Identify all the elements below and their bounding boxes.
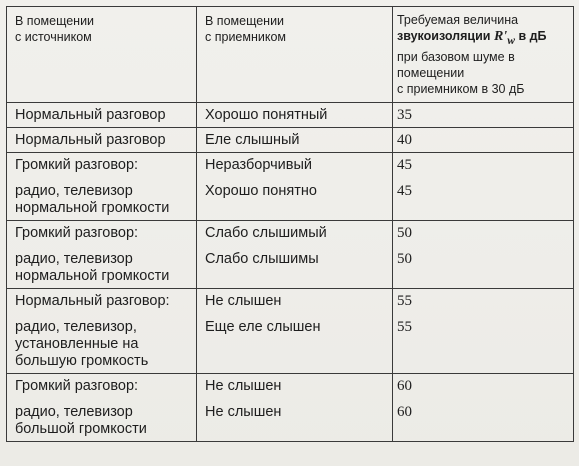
table-row bbox=[7, 288, 574, 373]
receiver-cell bbox=[197, 373, 393, 441]
table-row bbox=[7, 127, 574, 152]
source-cell bbox=[7, 220, 197, 288]
receiver-cell bbox=[197, 127, 393, 152]
source-cell bbox=[7, 102, 197, 127]
insulation-value: 45 bbox=[397, 182, 412, 199]
source-text: нормальной громкости bbox=[15, 267, 170, 284]
table-header-row bbox=[7, 7, 574, 103]
source-text: радио, телевизор, bbox=[15, 318, 137, 335]
source-text: большой громкости bbox=[15, 420, 147, 437]
source-entry bbox=[15, 404, 190, 438]
receiver-text: Не слышен bbox=[205, 403, 282, 420]
insulation-value: 35 bbox=[397, 106, 412, 123]
source-cell bbox=[7, 152, 197, 220]
receiver-cell bbox=[197, 288, 393, 373]
sound-insulation-table bbox=[6, 6, 574, 442]
receiver-text: Хорошо понятный bbox=[205, 106, 328, 123]
insulation-value: 45 bbox=[397, 156, 412, 173]
insulation-value: 50 bbox=[397, 224, 412, 241]
insulation-value: 60 bbox=[397, 403, 412, 420]
source-cell bbox=[7, 288, 197, 373]
source-entry bbox=[15, 225, 190, 242]
source-cell bbox=[7, 373, 197, 441]
source-text: установленные на bbox=[15, 335, 139, 352]
header-source-room: В помещении с источником bbox=[7, 7, 197, 103]
receiver-text: Неразборчивый bbox=[205, 156, 312, 173]
source-text: Нормальный разговор: bbox=[15, 292, 170, 309]
source-text: радио, телевизор bbox=[15, 403, 133, 420]
receiver-text: Еще еле слышен bbox=[205, 318, 321, 335]
source-entry bbox=[15, 251, 190, 285]
insulation-value: 55 bbox=[397, 292, 412, 309]
insulation-value-cell bbox=[393, 127, 574, 152]
table-row bbox=[7, 373, 574, 441]
source-entry bbox=[15, 132, 190, 149]
source-entry bbox=[15, 319, 190, 370]
receiver-cell bbox=[197, 102, 393, 127]
source-entry bbox=[15, 378, 190, 395]
source-text: большую громкость bbox=[15, 352, 149, 369]
receiver-text: Не слышен bbox=[205, 292, 282, 309]
receiver-text: Не слышен bbox=[205, 377, 282, 394]
source-text: радио, телевизор bbox=[15, 250, 133, 267]
source-text: радио, телевизор bbox=[15, 182, 133, 199]
source-text: Громкий разговор: bbox=[15, 156, 139, 173]
table-row bbox=[7, 102, 574, 127]
header-required-insulation: Требуемая величина звукоизоляции $R'_w$ в дБ при базовом шуме в помещении с приемником в 30 дБ bbox=[393, 7, 574, 103]
insulation-value-cell bbox=[393, 102, 574, 127]
insulation-value-cell bbox=[393, 220, 574, 288]
insulation-value-cell bbox=[393, 373, 574, 441]
source-entry bbox=[15, 107, 190, 124]
source-entry bbox=[15, 157, 190, 174]
insulation-value-cell bbox=[393, 152, 574, 220]
source-text: нормальной громкости bbox=[15, 199, 170, 216]
insulation-value: 55 bbox=[397, 318, 412, 335]
table-body bbox=[7, 102, 574, 441]
insulation-value: 40 bbox=[397, 131, 412, 148]
receiver-text: Слабо слышимы bbox=[205, 250, 319, 267]
insulation-value: 50 bbox=[397, 250, 412, 267]
receiver-text: Еле слышный bbox=[205, 131, 300, 148]
source-text: Нормальный разговор bbox=[15, 106, 166, 123]
receiver-cell bbox=[197, 220, 393, 288]
source-cell bbox=[7, 127, 197, 152]
insulation-value: 60 bbox=[397, 377, 412, 394]
table-row bbox=[7, 220, 574, 288]
receiver-cell bbox=[197, 152, 393, 220]
insulation-value-cell bbox=[393, 288, 574, 373]
receiver-text: Слабо слышимый bbox=[205, 224, 327, 241]
source-text: Громкий разговор: bbox=[15, 224, 139, 241]
source-text: Громкий разговор: bbox=[15, 377, 139, 394]
source-entry bbox=[15, 293, 190, 310]
table-row bbox=[7, 152, 574, 220]
source-text: Нормальный разговор bbox=[15, 131, 166, 148]
source-entry bbox=[15, 183, 190, 217]
receiver-text: Хорошо понятно bbox=[205, 182, 317, 199]
header-receiver-room: В помещении с приемником bbox=[197, 7, 393, 103]
